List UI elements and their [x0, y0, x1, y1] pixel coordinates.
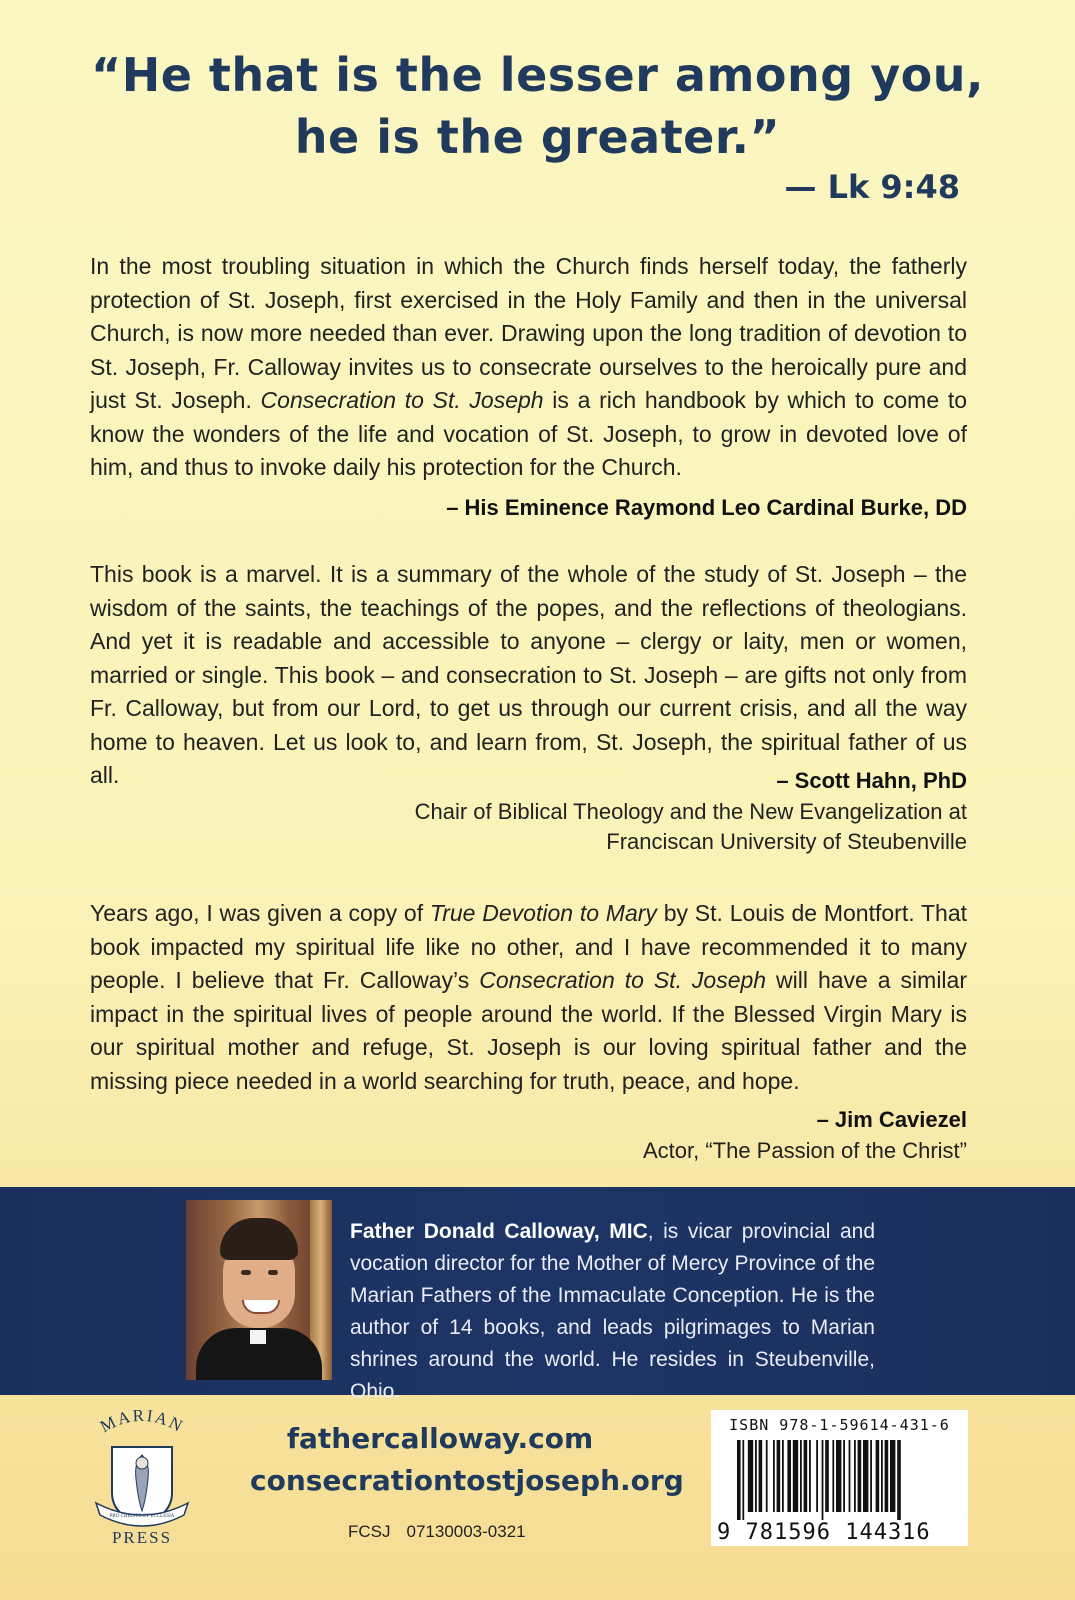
logo-bottom-text: PRESS — [111, 1528, 173, 1547]
endorsement-caviezel: Years ago, I was given a copy of True Devotion to Mary by St. Louis de Montfort. That book impacted my spiritual life like no other, and I have recommended it to many people. I believe that Fr. Calloway’s Consecration to St. Joseph will have a similar impact in the spiritual lives of people around the world. If the Blessed Virgin Mary is our spiritual mother and refuge, St. Joseph is our loving spiritual father and the missing piece needed in a world searching for truth, peace, and hope. — [90, 900, 967, 1094]
book-title: Consecration to St. Joseph — [260, 387, 544, 413]
marian-press-logo — [86, 1407, 198, 1547]
logo-top-text: MARIAN — [96, 1407, 188, 1437]
endorsement-hahn: This book is a marvel. It is a summary of the whole of the study of St. Joseph – the wisdom of the saints, the teachings of the popes, and the reflections of theologians. And yet it is readable and accessible to anyone – clergy or laity, men or women, married or single. This book – and consecration to St. Joseph – are gifts not only from Fr. Calloway, but from our Lord, to get us through our current crisis, and all the way home to heaven. Let us look to, and learn from, St. Joseph, the spiritual father of us all. — [90, 561, 967, 788]
website-link[interactable]: consecrationtostjoseph.org — [250, 1464, 684, 1497]
svg-text:MARIAN — [97, 1407, 187, 1436]
websites — [250, 1418, 684, 1502]
quote-reference: — Lk 9:48 — [784, 168, 960, 206]
headline-quote — [0, 44, 1075, 168]
attribution-hahn: – Scott Hahn, PhD Chair of Biblical Theology and the New Evangelization at Franciscan University of Steubenville — [414, 768, 967, 854]
isbn-label: ISBN 978-1-59614-431-6 — [729, 1416, 950, 1434]
book-title: True Devotion to Mary — [429, 900, 657, 926]
quote-line-2: he is the greater.” — [294, 110, 781, 164]
author-bio: Father Donald Calloway, MIC, is vicar provincial and vocation director for the Mother of Mercy Province of the Marian Fathers of the Immaculate Conception. He is the author of 14 books, and leads pilgrimages to Marian shrines around the world. He resides in Steubenville, Ohio. — [350, 1220, 875, 1403]
attribution-caviezel: – Jim Caviezel Actor, “The Passion of the Christ” — [642, 1107, 967, 1163]
author-photo — [186, 1200, 332, 1380]
book-title: Consecration to St. Joseph — [479, 967, 767, 993]
quote-line-1: “He that is the lesser among you, — [90, 48, 985, 102]
author-name: Father Donald Calloway, MIC — [350, 1220, 648, 1243]
logo-motto: PRO CHRISTO ET ECCLESIA — [109, 1514, 175, 1519]
website-link[interactable]: fathercalloway.com — [286, 1422, 594, 1455]
barcode-bars — [737, 1440, 957, 1520]
product-code: FCSJ 07130003-0321 — [348, 1522, 526, 1541]
isbn-barcode — [711, 1410, 968, 1546]
endorsement-burke: In the most troubling situation in which the Church finds herself today, the fatherly protection of St. Joseph, first exercised in the Holy Family and then in the universal Church, is now more needed than ever. Drawing upon the long tradition of devotion to St. Joseph, Fr. Calloway invites us to consecrate ourselves to the heroically pure and just St. Joseph. Consecration to St. Joseph is a rich handbook by which to come to know the wonders of the life and vocation of St. Joseph, to grow in devoted love of him, and thus to invoke daily his protection for the Church. — [90, 253, 968, 480]
isbn-digits: 9 781596 144316 — [717, 1520, 931, 1545]
attribution-burke: – His Eminence Raymond Leo Cardinal Burke, DD — [446, 495, 967, 520]
